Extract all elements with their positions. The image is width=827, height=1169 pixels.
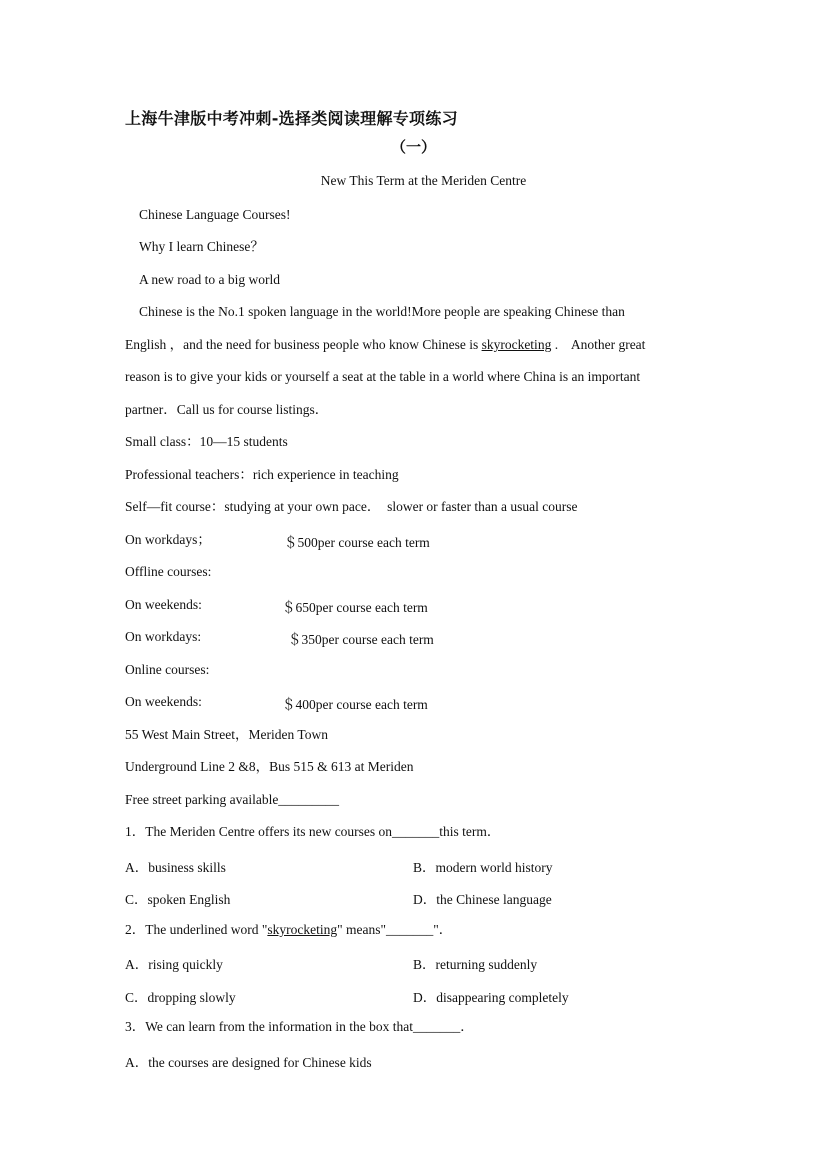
price-row-value: ＄650per course each term: [282, 600, 428, 615]
info-address: 55 West Main Street，Meriden Town: [125, 727, 328, 742]
price-row-label: On workdays:: [125, 629, 202, 644]
price-row-label: On weekends:: [125, 597, 202, 612]
passage-line: A new road to a big world: [139, 272, 280, 287]
underlined-word: skyrocketing: [481, 337, 552, 352]
option-a[interactable]: A．business skills: [125, 860, 226, 875]
question-stem: [125, 921, 452, 939]
price-row-value: ＄400per course each term: [282, 697, 428, 712]
question-stem: 1．The Meriden Centre offers its new courses on_______this term．: [125, 824, 501, 839]
passage-line: Chinese Language Courses!: [139, 207, 291, 222]
info-small-class: Small class：10—15 students: [125, 434, 288, 449]
price-row-value: ＄500per course each term: [284, 535, 430, 550]
option-a[interactable]: A．rising quickly: [125, 957, 223, 972]
passage-line: partner．Call us for course listings．: [125, 402, 329, 417]
info-parking: Free street parking available_________: [125, 792, 340, 807]
underlined-word: skyrocketing: [267, 922, 338, 937]
option-d[interactable]: D．disappearing completely: [413, 990, 569, 1005]
passage-line: [125, 336, 645, 354]
info-self-fit: Self—fit course：studying at your own pace． slower or faster than a usual course: [125, 499, 578, 514]
option-b[interactable]: B．returning suddenly: [413, 957, 538, 972]
passage-text: . Another great: [551, 337, 646, 352]
option-d[interactable]: D．the Chinese language: [413, 892, 552, 907]
option-c[interactable]: C．dropping slowly: [125, 990, 236, 1005]
question-stem: 3．We can learn from the information in the box that_______．: [125, 1019, 474, 1034]
document-title: 上海牛津版中考冲刺-选择类阅读理解专项练习: [125, 109, 458, 128]
option-a[interactable]: A．the courses are designed for Chinese kids: [125, 1055, 372, 1070]
info-transport: Underground Line 2 &8，Bus 515 & 613 at Meriden: [125, 759, 414, 774]
question-text: " means"_______"．: [337, 922, 453, 937]
price-row-value: ＄350per course each term: [288, 632, 434, 647]
passage-line: reason is to give your kids or yourself a seat at the table in a world where China is an important: [125, 369, 641, 384]
passage-line: Chinese is the No.1 spoken language in the world!More people are speaking Chinese than: [139, 304, 625, 319]
price-row-label: On weekends:: [125, 694, 202, 709]
price-row-label: On workdays；: [125, 532, 211, 547]
passage-heading: New This Term at the Meriden Centre: [320, 173, 527, 188]
info-teachers: Professional teachers：rich experience in teaching: [125, 467, 399, 482]
passage-text: English ，and the need for business people who know Chinese is: [125, 337, 482, 352]
option-c[interactable]: C．spoken English: [125, 892, 231, 907]
offline-label: Offline courses:: [125, 564, 212, 579]
section-number: （一）: [391, 138, 437, 156]
option-b[interactable]: B．modern world history: [413, 860, 553, 875]
online-label: Online courses:: [125, 662, 210, 677]
passage-line: Why I learn Chinese？: [139, 239, 264, 254]
question-text: 2．The underlined word ": [125, 922, 268, 937]
